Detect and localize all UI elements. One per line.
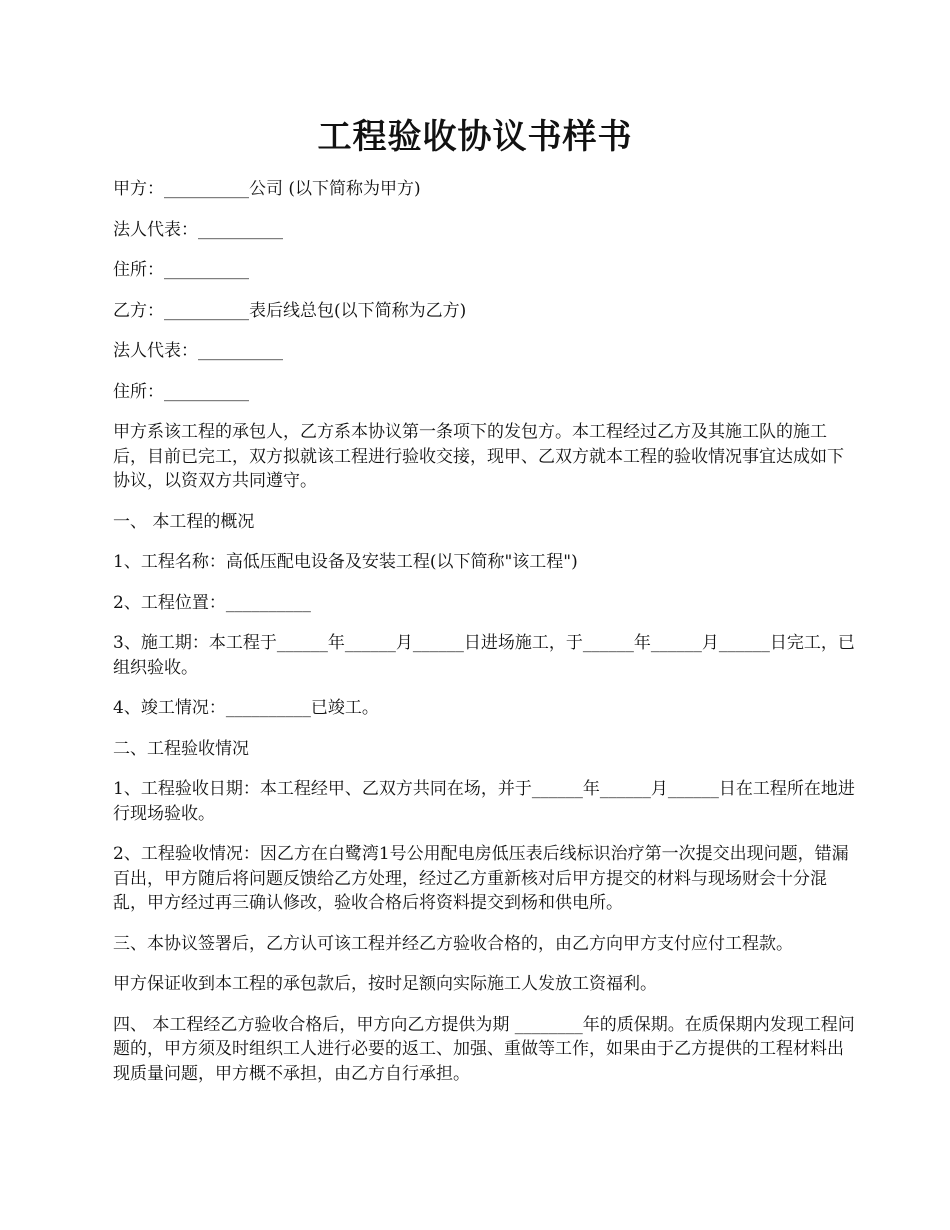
- party-b-address: 住所：__________: [113, 381, 249, 402]
- completion-status: 4、竣工情况：__________已竣工。: [113, 698, 379, 718]
- party-b-line: 乙方：__________表后线总包(以下简称为乙方): [113, 300, 467, 321]
- party-a-address: 住所：__________: [113, 260, 249, 280]
- project-name: 1、工程名称：高低压配电设备及安装工程(以下简称"该工程"): [113, 552, 578, 572]
- section-heading-acceptance: 二、工程验收情况: [113, 738, 249, 759]
- document-title: 工程验收协议书样书: [317, 117, 633, 157]
- wage-guarantee: 甲方保证收到本工程的承包款后，按时足额向实际施工人发放工资福利。: [113, 974, 657, 994]
- party-a-legal-rep: 法人代表：__________: [113, 219, 283, 240]
- intro-paragraph: 甲方系该工程的承包人，乙方系本协议第一条项下的发包方。本工程经过乙方及其施工队的施工后，目前已完工，双方拟就该工程进行验收交接，现甲、乙双方就本工程的验收情况事宜达成如下协议，以资双方共同遵守。: [113, 422, 844, 491]
- document-body: [113, 177, 855, 1102]
- party-b-legal-rep: 法人代表：__________: [113, 341, 283, 361]
- section-heading-overview: 一、 本工程的概况: [113, 511, 255, 532]
- section-four-warranty: 四、 本工程经乙方验收合格后，甲方向乙方提供为期 ________年的质保期。在质保期内发现工程问题的，甲方须及时组织工人进行必要的返工、加强、重做等工作，如果由于乙方提供的工程材料出现质量问题，甲方概不承担，由乙方自行承担。: [113, 1014, 855, 1084]
- construction-period: 3、施工期：本工程于______年______月______日进场施工，于______年______月______日完工，已组织验收。: [113, 633, 855, 678]
- section-three-payment: 三、本协议签署后，乙方认可该工程并经乙方验收合格的，由乙方向甲方支付应付工程款。: [113, 933, 793, 954]
- party-a-line: 甲方：__________公司 (以下简称为甲方): [113, 179, 421, 199]
- project-location: 2、工程位置：__________: [113, 592, 311, 613]
- acceptance-date: 1、工程验收日期：本工程经甲、乙双方共同在场，并于______年______月______日在工程所在地进行现场验收。: [113, 779, 855, 824]
- acceptance-details: 2、工程验收情况：因乙方在白鹭湾1号公用配电房低压表后线标识治疗第一次提交出现问题，错漏百出，甲方随后将问题反馈给乙方处理，经过乙方重新核对后甲方提交的材料与现场财会十分混乱，甲方经过再三确认修改，验收合格后将资料提交到杨和供电所。: [113, 844, 849, 913]
